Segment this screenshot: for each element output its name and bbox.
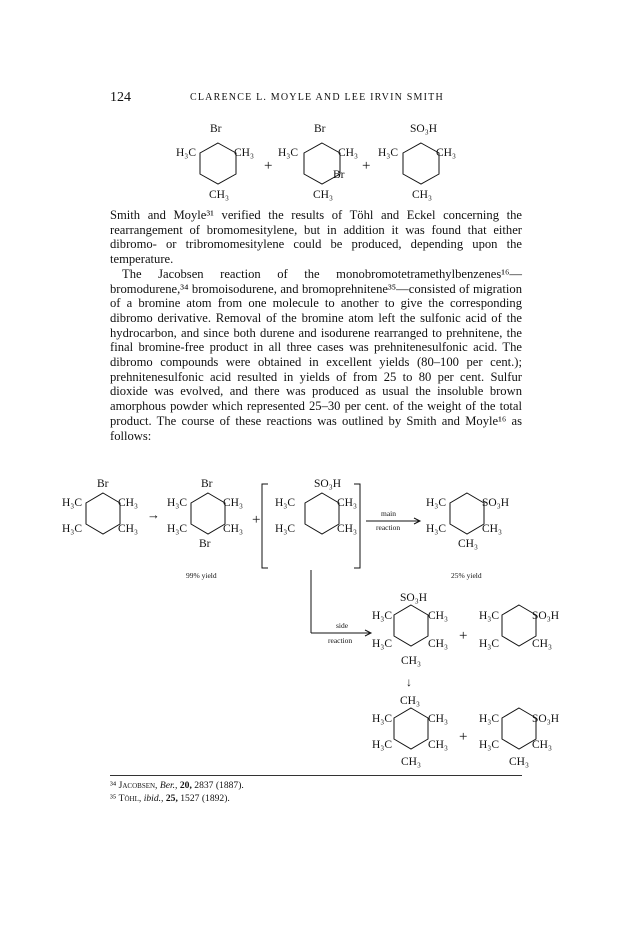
body-text — [110, 208, 522, 443]
label: CH₃ — [234, 147, 254, 159]
running-title: CLARENCE L. MOYLE AND LEE IRVIN SMITH — [190, 92, 444, 103]
label: CH₃ — [532, 739, 552, 751]
label: CH₃ — [118, 523, 138, 535]
ring-main-2 — [191, 493, 225, 534]
label: CH₃ — [412, 189, 432, 201]
label: + — [252, 512, 261, 528]
label: CH₃ — [436, 147, 456, 159]
label: reaction — [328, 636, 353, 645]
label: H₃C — [479, 610, 499, 622]
label: + — [459, 729, 468, 745]
paragraph: Smith and Moyle³¹ verified the results of Töhl and Eckel concerning the rearrangement of bromomesitylene, but in addition it was found that either dibromo- or tribromomesitylene could be produced, depending upon the temperature. — [110, 208, 522, 267]
label: CH₃ — [401, 756, 421, 768]
label: CH₃ — [223, 497, 243, 509]
label: CH₃ — [337, 523, 357, 535]
label: CH₃ — [209, 189, 229, 201]
label: H₃C — [372, 713, 392, 725]
label: SO₃H — [400, 592, 428, 604]
label: SO₃H — [532, 713, 560, 725]
label: H₃C — [62, 523, 82, 535]
ring-main-1 — [86, 493, 120, 534]
label: CH₃ — [337, 497, 357, 509]
ring-top-3 — [403, 143, 439, 184]
label: Br — [201, 478, 213, 490]
running-header — [110, 90, 530, 110]
yield-label: 25% yield — [451, 571, 482, 580]
label: side — [336, 621, 349, 630]
ring-side-4 — [502, 708, 536, 749]
label: + — [459, 628, 468, 644]
footnote: ³⁵ Töhl, ibid., 25, 1527 (1892). — [110, 792, 230, 804]
label: H₃C — [372, 638, 392, 650]
label: H₃C — [62, 497, 82, 509]
label: H₃C — [167, 523, 187, 535]
label: Br — [210, 123, 222, 135]
page-number: 124 — [110, 90, 131, 105]
label: CH₃ — [118, 497, 138, 509]
label: SO₃H — [410, 123, 438, 135]
label: + — [362, 158, 371, 174]
label: main — [381, 509, 396, 518]
label: CH₃ — [482, 523, 502, 535]
label: H₃C — [275, 497, 295, 509]
label: Br — [333, 169, 345, 181]
label: CH₃ — [428, 713, 448, 725]
label: CH₃ — [400, 695, 420, 707]
label: H₃C — [372, 610, 392, 622]
label: Br — [314, 123, 326, 135]
label: H₃C — [426, 523, 446, 535]
label: H₃C — [278, 147, 298, 159]
label: CH₃ — [313, 189, 333, 201]
label: H₃C — [479, 713, 499, 725]
label: reaction — [376, 523, 401, 532]
label: CH₃ — [428, 638, 448, 650]
label: H₃C — [176, 147, 196, 159]
label: Br — [199, 538, 211, 550]
label: CH₃ — [338, 147, 358, 159]
label: ↓ — [406, 675, 412, 689]
label: H₃C — [275, 523, 295, 535]
label: Br — [97, 478, 109, 490]
label: → — [147, 507, 160, 522]
label: H₃C — [167, 497, 187, 509]
paragraph: The Jacobsen reaction of the monobromotetramethylbenzenes¹⁶— bromodurene,³⁴ bromoisodurene, and bromoprehnitene³⁵—consisted of migration of a bromine atom from one molecule to another to give the corresponding dibromo derivative. Removal of the bromine atom left the sulfonic acid of the hydrocarbon, and since both durene and isodurene rearranged to prehnitene, the final bromine-free product in all three cases was prehnitenesulfonic acid. The dibromo compounds were obtained in excellent yields (80–100 per cent.); prehnitenesulfonic acid resulted in yields of from 25 to 80 per cent. Sulfur dioxide was evolved, and there was produced as usual the insoluble brown amorphous powder which represented 25–30 per cent. of the weight of the total product. The course of these reactions was outlined by Smith and Moyle¹⁶ as follows: — [110, 266, 522, 443]
footnote: ³⁴ Jacobsen, Ber., 20, 2837 (1887). — [110, 780, 244, 791]
footnotes — [110, 780, 522, 805]
label: CH₃ — [509, 756, 529, 768]
label: H₃C — [426, 497, 446, 509]
ring-side-2 — [502, 605, 536, 646]
label: CH₃ — [428, 739, 448, 751]
label: SO₃H — [532, 610, 560, 622]
label: + — [264, 158, 273, 174]
label: CH₃ — [532, 638, 552, 650]
ring-top-1 — [200, 143, 236, 184]
ring-main-3 — [305, 493, 339, 534]
bracket-left — [262, 484, 268, 568]
label: CH₃ — [401, 655, 421, 667]
label: CH₃ — [223, 523, 243, 535]
yield-label: 99% yield — [186, 571, 217, 580]
label: SO₃H — [482, 497, 510, 509]
footnote-rule — [110, 775, 522, 776]
bracket-right — [354, 484, 360, 568]
label: SO₃H — [314, 478, 342, 490]
label: H₃C — [372, 739, 392, 751]
ring-side-1 — [394, 605, 428, 646]
ring-main-4 — [450, 493, 484, 534]
ring-top-2 — [304, 143, 340, 184]
ring-side-3 — [394, 708, 428, 749]
label: H₃C — [479, 739, 499, 751]
label: H₃C — [378, 147, 398, 159]
label: CH₃ — [428, 610, 448, 622]
label: H₃C — [479, 638, 499, 650]
label: CH₃ — [458, 538, 478, 550]
